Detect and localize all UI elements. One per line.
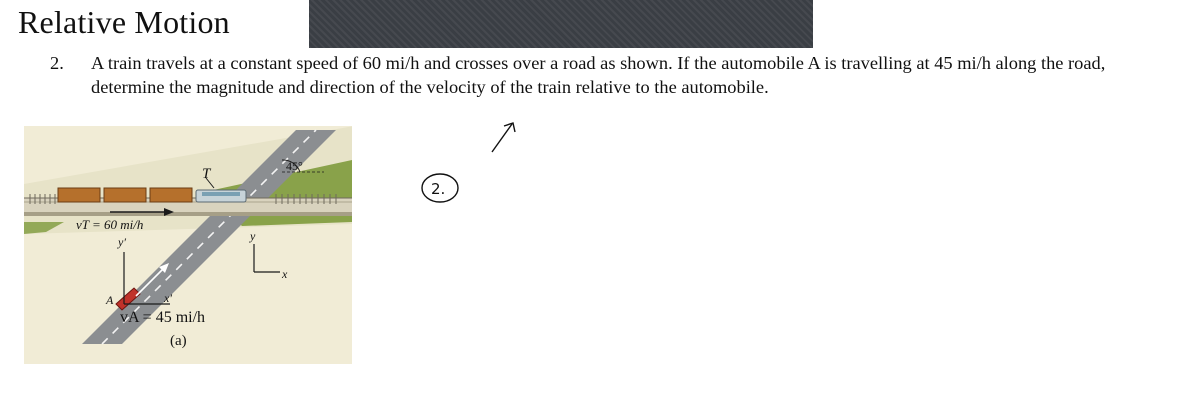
- redaction-bar: [309, 0, 813, 48]
- train: [58, 188, 246, 202]
- figure-caption: (a): [170, 333, 187, 349]
- label-y: y: [250, 229, 256, 243]
- label-x-prime: x′: [164, 291, 172, 305]
- label-y-prime: y′: [118, 235, 126, 249]
- label-x: x: [282, 267, 288, 281]
- problem-text: A train travels at a constant speed of 60 mi/h and crosses over a road as shown. If the automobile A is travelling at 45 mi/h along the road, determine the magnitude and direction of the velocity of the train relative to the automobile.: [91, 53, 1106, 97]
- handwritten-annotation: [418, 112, 538, 212]
- train-road-figure: [24, 126, 352, 364]
- annotation-drawing: [418, 112, 538, 212]
- bridge-edge: [24, 212, 352, 216]
- page-title: Relative Motion: [18, 4, 230, 40]
- label-T: T: [202, 166, 211, 182]
- angle-label: 45°: [286, 159, 303, 173]
- figure-illustration: [24, 126, 352, 364]
- handwritten-arrow-shaft: [492, 124, 512, 152]
- circled-number: 2.: [431, 180, 446, 198]
- train-velocity-label: vT = 60 mi/h: [76, 217, 144, 232]
- problem-number: 2.: [50, 53, 64, 73]
- car-velocity-label: vA = 45 mi/h: [120, 309, 206, 326]
- label-A: A: [106, 293, 114, 307]
